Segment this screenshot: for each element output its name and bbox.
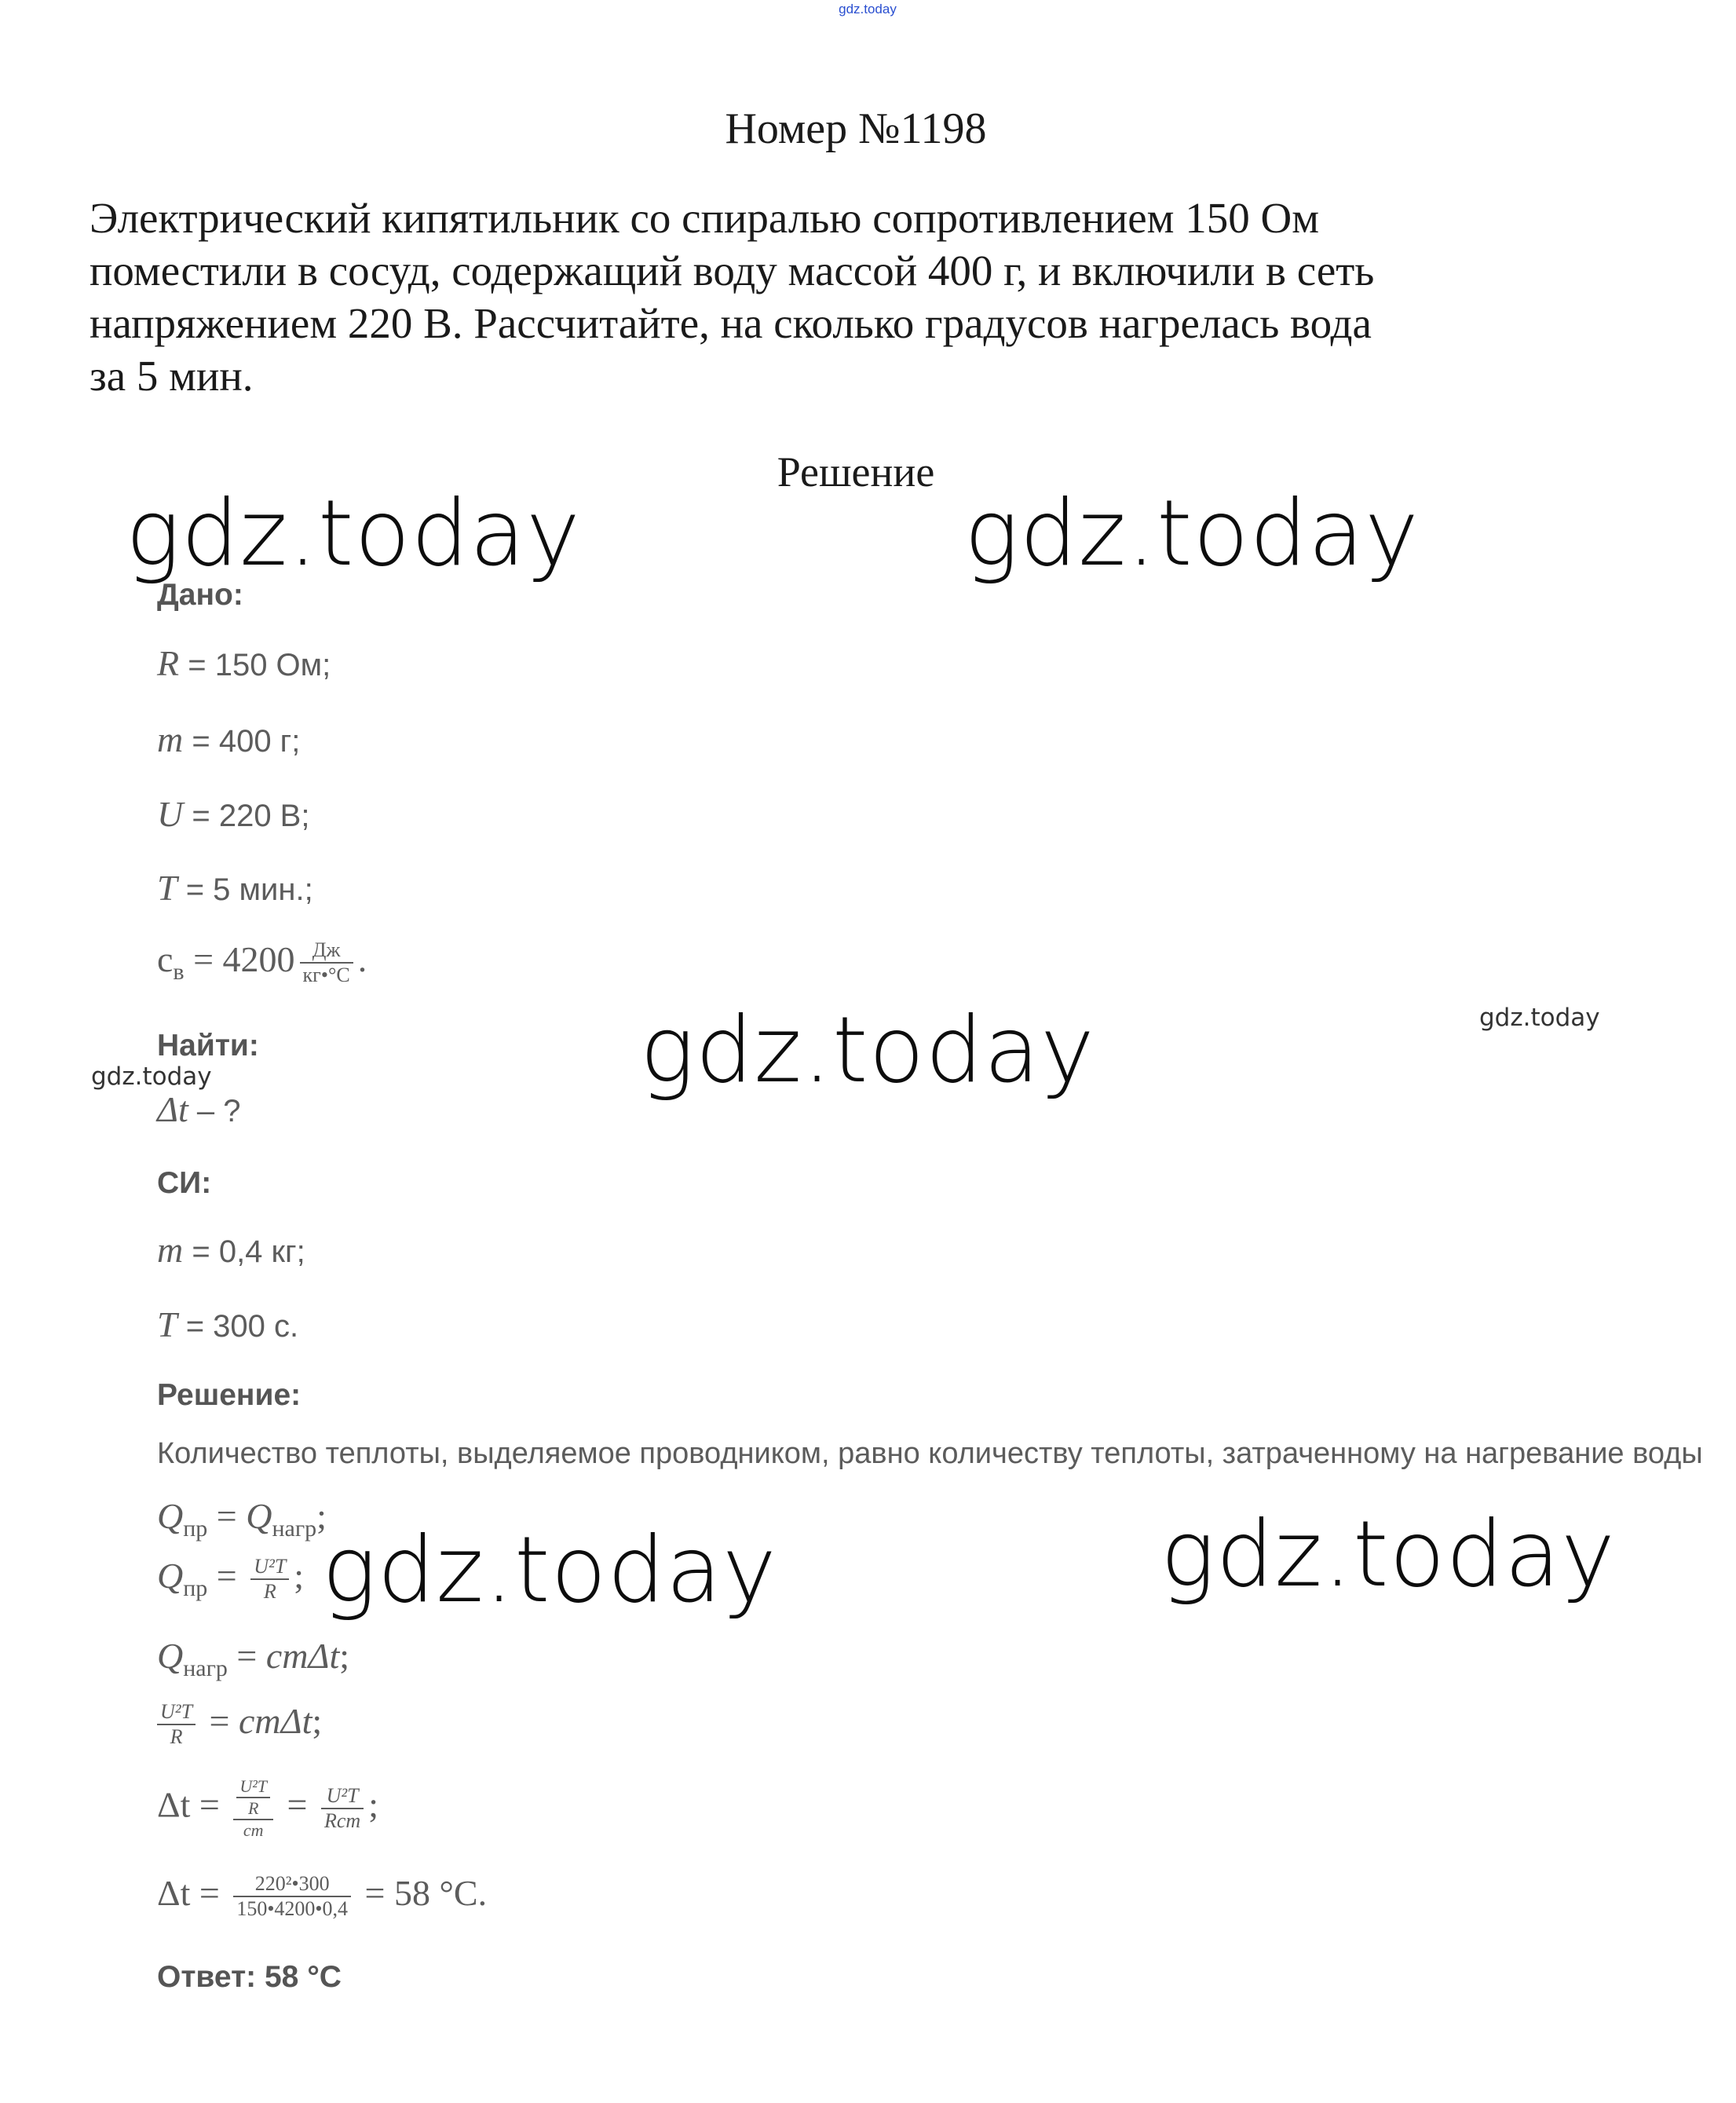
watermark: gdz.today bbox=[640, 997, 1095, 1103]
top-watermark: gdz.today bbox=[839, 2, 897, 16]
find-heading: Найти: bbox=[157, 1029, 259, 1062]
solution-subheading: Решение: bbox=[157, 1378, 302, 1412]
equation-delta-t-formula: Δt = $\frac{\frac{\text{U²T}}{R}}{cm}$ = $\frac{\text{U²T}}{\text{Rcm}}$ ; bbox=[157, 1776, 378, 1840]
given-time: T = 5 мин.; bbox=[157, 868, 313, 908]
watermark: gdz.today bbox=[1160, 1501, 1616, 1607]
equation-delta-t-result: Δt = $\frac{\text{220²•300}}{150•4200•0,4}$ = 58 °С. bbox=[157, 1872, 488, 1921]
given-resistance: R = 150 Ом; bbox=[157, 643, 331, 683]
fraction: $\frac{\text{U²T}}{R}$ bbox=[250, 1555, 289, 1604]
fraction: $\frac{\text{U²T}}{R}$ bbox=[236, 1776, 270, 1819]
problem-line: напряжением 220 В. Рассчитайте, на сколько градусов нагрелась вода bbox=[90, 299, 1372, 347]
given-specific-heat: $c_в = 4200$ $\frac{Дж}{кг•^\circ С}$ . bbox=[157, 938, 367, 987]
problem-line: за 5 мин. bbox=[90, 352, 254, 400]
solution-text: Количество теплоты, выделяемое проводником, равно количеству теплоты, затраченному на нагревание воды bbox=[157, 1437, 1703, 1470]
find-value: Δt – ? bbox=[157, 1089, 241, 1129]
si-time: T = 300 с. bbox=[157, 1304, 299, 1344]
page-title: Номер №1198 bbox=[725, 104, 987, 153]
fraction: $\frac{\text{U²T}}{\text{Rcm}}$ bbox=[321, 1784, 364, 1833]
solution-heading: Решение bbox=[777, 448, 935, 496]
si-heading: СИ: bbox=[157, 1166, 212, 1200]
equation-water-heat: $Q_{нагр} = cm\Delta t$; bbox=[157, 1636, 350, 1681]
problem-line: поместили в сосуд, содержащий воду массой 400 г, и включили в сеть bbox=[90, 247, 1375, 294]
problem-line: Электрический кипятильник со спиралью сопротивлением 150 Ом bbox=[90, 194, 1319, 242]
si-mass: m = 0,4 кг; bbox=[157, 1230, 305, 1270]
watermark: gdz.today bbox=[126, 481, 581, 587]
fraction: $\frac{Дж}{кг•^\circ С}$ bbox=[300, 938, 353, 987]
equation-conductor-heat: $Q_{пр}$ = $\frac{\text{U²T}}{R}$ ; bbox=[157, 1555, 305, 1604]
equation-heat-balance: $Q_{пр} = Q_{нагр}$; bbox=[157, 1496, 327, 1542]
compound-fraction: $\frac{\frac{\text{U²T}}{R}}{cm}$ bbox=[233, 1776, 273, 1841]
watermark-small: gdz.today bbox=[1479, 1004, 1600, 1032]
given-heading: Дано: bbox=[157, 578, 243, 612]
watermark: gdz.today bbox=[964, 481, 1420, 587]
fraction: $\frac{\text{U²T}}{R}$ bbox=[157, 1700, 196, 1749]
equation-equality: $\frac{\text{U²T}}{R}$ = cmΔt; bbox=[157, 1700, 322, 1749]
fraction: $\frac{\text{220²•300}}{150•4200•0,4}$ bbox=[233, 1872, 351, 1921]
given-voltage: U = 220 В; bbox=[157, 794, 310, 834]
watermark-small: gdz.today bbox=[91, 1062, 212, 1091]
given-mass: m = 400 г; bbox=[157, 719, 301, 759]
problem-statement bbox=[90, 192, 1566, 402]
answer: Ответ: 58 °С bbox=[157, 1960, 342, 1994]
watermark: gdz.today bbox=[322, 1517, 777, 1623]
